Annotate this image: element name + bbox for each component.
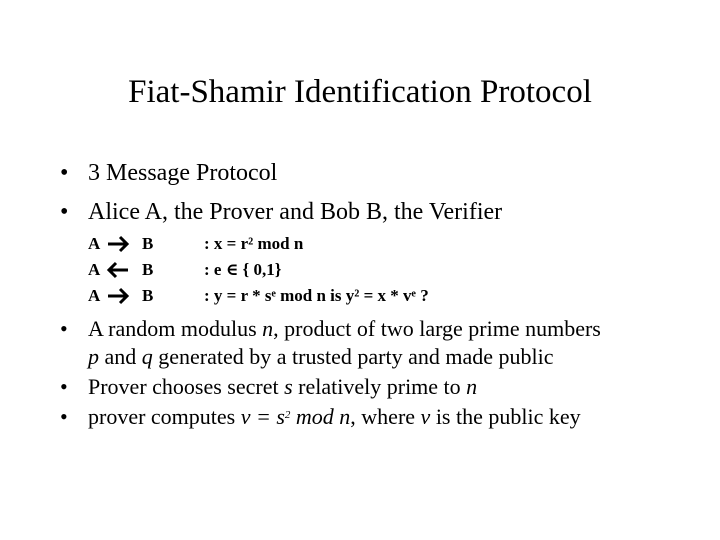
bullet-dot: • (60, 199, 69, 225)
text-run-italic: n (262, 316, 274, 341)
superscript: 2 (284, 409, 291, 421)
text-run: , where (350, 404, 421, 429)
text-run: and (99, 344, 142, 369)
bullet-text: Alice A, the Prover and Bob B, the Verifier (88, 199, 503, 225)
bullet-dot: • (60, 160, 69, 186)
bullet-text (88, 403, 581, 431)
step-message: : e ∈ { 0,1} (204, 260, 282, 279)
arrow-left-icon (105, 257, 131, 283)
text-run-italic: q (141, 344, 153, 369)
text-run-italic: v = s (240, 404, 285, 429)
bullet-dot: • (60, 316, 68, 341)
step-to: B (142, 286, 154, 305)
text-run-italic: s (284, 374, 293, 399)
text-run: Prover chooses secret (88, 374, 285, 399)
step-to: B (142, 260, 154, 279)
text-run: prover computes (88, 404, 241, 429)
text-run-italic: v (420, 404, 431, 429)
bullet-dot: • (60, 404, 68, 429)
step-message: : y = r * sᵉ mod n is y² = x * vᵉ ? (204, 286, 429, 305)
step-message: : x = r² mod n (204, 234, 304, 253)
bullet-text (88, 373, 477, 401)
text-run-italic: p (88, 344, 99, 369)
step-from: A (88, 286, 101, 305)
step-to: B (142, 234, 154, 253)
text-run-italic: mod n (290, 404, 351, 429)
text-run: A random modulus (88, 316, 263, 341)
slide-title: Fiat-Shamir Identification Protocol (128, 74, 592, 110)
step-from: A (88, 260, 101, 279)
step-from: A (88, 234, 101, 253)
text-run: generated by a trusted party and made public (152, 344, 554, 369)
text-run: relatively prime to (292, 374, 467, 399)
bullet-text (88, 315, 601, 371)
arrow-right-icon (105, 283, 131, 309)
bullet-text: 3 Message Protocol (88, 160, 278, 186)
text-run-italic: n (466, 374, 478, 399)
text-run: is the public key (430, 404, 581, 429)
text-run: , product of two large prime numbers (273, 316, 601, 341)
arrow-right-icon (105, 231, 131, 257)
bullet-dot: • (60, 374, 68, 399)
